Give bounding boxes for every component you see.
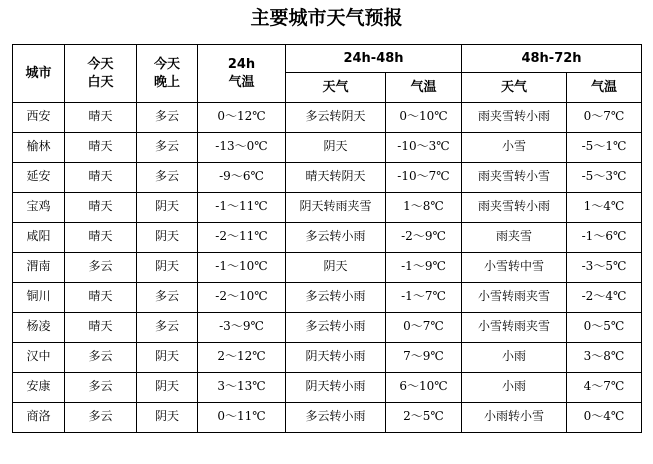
cell-temp-24h: 0～12℃ — [198, 103, 286, 133]
cell-day: 晴天 — [65, 223, 137, 253]
table-row — [13, 403, 642, 433]
header-temp-24h-text: 24h 气温 — [227, 56, 256, 90]
cell-city: 汉中 — [13, 343, 65, 373]
cell-night: 阴天 — [137, 403, 198, 433]
cell-weather-48h: 多云转小雨 — [286, 403, 386, 433]
cell-day: 晴天 — [65, 163, 137, 193]
cell-day: 多云 — [65, 403, 137, 433]
cell-night: 多云 — [137, 313, 198, 343]
cell-day: 多云 — [65, 343, 137, 373]
cell-temp-72h: 1～4℃ — [567, 193, 642, 223]
cell-city: 杨凌 — [13, 313, 65, 343]
cell-night: 阴天 — [137, 223, 198, 253]
cell-day: 晴天 — [65, 133, 137, 163]
cell-night: 阴天 — [137, 193, 198, 223]
table-row — [13, 253, 642, 283]
table-row — [13, 163, 642, 193]
header-weather-48h: 天气 — [286, 73, 386, 103]
header-temp-48h: 气温 — [386, 73, 462, 103]
cell-night: 多云 — [137, 103, 198, 133]
cell-day: 晴天 — [65, 283, 137, 313]
cell-weather-48h: 阴天转小雨 — [286, 373, 386, 403]
cell-temp-48h: 0～7℃ — [386, 313, 462, 343]
cell-weather-48h: 多云转小雨 — [286, 313, 386, 343]
cell-weather-72h: 小雨 — [462, 343, 567, 373]
cell-weather-72h: 雨夹雪转小雨 — [462, 103, 567, 133]
cell-temp-24h: -2～10℃ — [198, 283, 286, 313]
cell-temp-72h: 0～7℃ — [567, 103, 642, 133]
page-title: 主要城市天气预报 — [250, 7, 403, 29]
header-today-day-text: 今天 白天 — [87, 56, 114, 90]
cell-temp-24h: 0～11℃ — [198, 403, 286, 433]
cell-temp-48h: 0～10℃ — [386, 103, 462, 133]
cell-city: 宝鸡 — [13, 193, 65, 223]
cell-night: 阴天 — [137, 373, 198, 403]
cell-weather-72h: 小雨 — [462, 373, 567, 403]
cell-weather-72h: 雨夹雪转小雪 — [462, 163, 567, 193]
header-group-24-48h: 24h-48h — [286, 45, 462, 73]
cell-temp-24h: -13～0℃ — [198, 133, 286, 163]
cell-weather-48h: 阴天 — [286, 133, 386, 163]
table-row — [13, 193, 642, 223]
cell-temp-72h: 4～7℃ — [567, 373, 642, 403]
cell-weather-48h: 阴天 — [286, 253, 386, 283]
table-row — [13, 313, 642, 343]
cell-night: 阴天 — [137, 253, 198, 283]
cell-temp-24h: 3～13℃ — [198, 373, 286, 403]
cell-temp-24h: -1～11℃ — [198, 193, 286, 223]
cell-temp-48h: 6～10℃ — [386, 373, 462, 403]
weather-forecast-table — [12, 44, 642, 433]
cell-weather-72h: 小雪转雨夹雪 — [462, 313, 567, 343]
cell-city: 渭南 — [13, 253, 65, 283]
cell-temp-48h: 7～9℃ — [386, 343, 462, 373]
cell-weather-72h: 雨夹雪转小雨 — [462, 193, 567, 223]
cell-temp-72h: -5～3℃ — [567, 163, 642, 193]
header-today-night-text: 今天 晚上 — [153, 56, 180, 90]
cell-temp-72h: -1～6℃ — [567, 223, 642, 253]
table-row — [13, 103, 642, 133]
cell-weather-72h: 小雨转小雪 — [462, 403, 567, 433]
cell-day: 多云 — [65, 253, 137, 283]
cell-temp-24h: -3～9℃ — [198, 313, 286, 343]
cell-temp-48h: -10～3℃ — [386, 133, 462, 163]
cell-city: 安康 — [13, 373, 65, 403]
header-today-day — [65, 45, 137, 103]
cell-temp-48h: 1～8℃ — [386, 193, 462, 223]
cell-temp-48h: -10～7℃ — [386, 163, 462, 193]
cell-night: 多云 — [137, 283, 198, 313]
cell-night: 多云 — [137, 163, 198, 193]
cell-weather-72h: 雨夹雪 — [462, 223, 567, 253]
cell-weather-48h: 阴天转小雨 — [286, 343, 386, 373]
cell-night: 多云 — [137, 133, 198, 163]
cell-city: 铜川 — [13, 283, 65, 313]
cell-temp-24h: -1～10℃ — [198, 253, 286, 283]
cell-city: 西安 — [13, 103, 65, 133]
header-temp-24h — [198, 45, 286, 103]
header-group-48-72h: 48h-72h — [462, 45, 642, 73]
cell-day: 晴天 — [65, 313, 137, 343]
header-temp-72h: 气温 — [567, 73, 642, 103]
cell-city: 商洛 — [13, 403, 65, 433]
header-weather-72h: 天气 — [462, 73, 567, 103]
cell-weather-48h: 多云转小雨 — [286, 223, 386, 253]
cell-temp-24h: 2～12℃ — [198, 343, 286, 373]
cell-city: 咸阳 — [13, 223, 65, 253]
cell-temp-72h: -5～1℃ — [567, 133, 642, 163]
cell-weather-72h: 小雪转中雪 — [462, 253, 567, 283]
cell-day: 晴天 — [65, 193, 137, 223]
table-row — [13, 343, 642, 373]
header-today-night — [137, 45, 198, 103]
table-row — [13, 133, 642, 163]
cell-city: 延安 — [13, 163, 65, 193]
header-city: 城市 — [13, 45, 65, 103]
cell-night: 阴天 — [137, 343, 198, 373]
cell-weather-48h: 多云转小雨 — [286, 283, 386, 313]
cell-temp-72h: 0～4℃ — [567, 403, 642, 433]
cell-temp-72h: -2～4℃ — [567, 283, 642, 313]
cell-temp-72h: 3～8℃ — [567, 343, 642, 373]
cell-weather-72h: 小雪 — [462, 133, 567, 163]
table-row — [13, 223, 642, 253]
cell-weather-48h: 多云转阴天 — [286, 103, 386, 133]
cell-temp-48h: 2～5℃ — [386, 403, 462, 433]
cell-temp-72h: 0～5℃ — [567, 313, 642, 343]
cell-temp-24h: -2～11℃ — [198, 223, 286, 253]
table-row — [13, 283, 642, 313]
cell-day: 多云 — [65, 373, 137, 403]
cell-temp-72h: -3～5℃ — [567, 253, 642, 283]
cell-temp-24h: -9～6℃ — [198, 163, 286, 193]
cell-city: 榆林 — [13, 133, 65, 163]
table-row — [13, 373, 642, 403]
cell-temp-48h: -1～9℃ — [386, 253, 462, 283]
cell-day: 晴天 — [65, 103, 137, 133]
cell-temp-48h: -1～7℃ — [386, 283, 462, 313]
cell-weather-48h: 晴天转阴天 — [286, 163, 386, 193]
cell-weather-48h: 阴天转雨夹雪 — [286, 193, 386, 223]
cell-temp-48h: -2～9℃ — [386, 223, 462, 253]
cell-weather-72h: 小雪转雨夹雪 — [462, 283, 567, 313]
